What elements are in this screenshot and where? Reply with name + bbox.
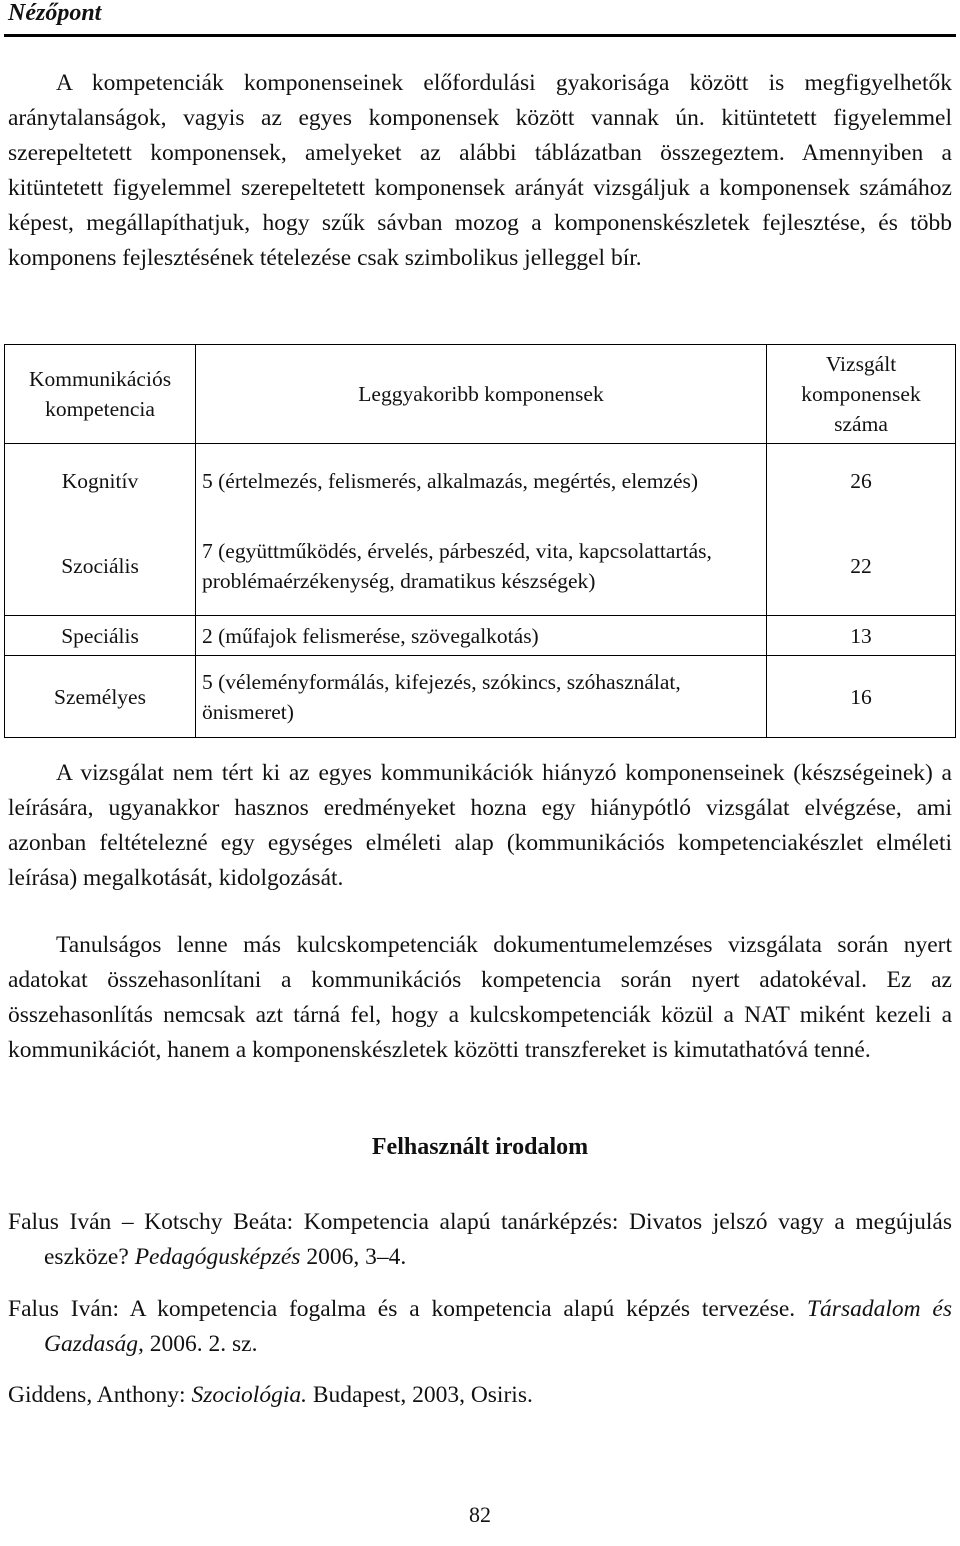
reference-journal: Pedagógusképzés xyxy=(134,1244,301,1270)
reference-text: Falus Iván – Kotschy Beáta: Kompetencia alapú tanárképzés: Divatos jelszó vagy a megújulás eszköze? xyxy=(8,1209,952,1270)
reference-tail: 2006, 3–4. xyxy=(300,1244,407,1270)
reference-journal: Társadalom és Gazdaság, xyxy=(44,1296,953,1357)
paragraph-intro: A kompetenciák komponenseinek előfordulási gyakorisága között is megfigyelhetők aránytalanságok, vagyis az egyes komponensek között vannak ún. kitüntetett figyelemmel szerepeltetett komponensek, amelyeket az alábbi táblázatban összegeztem. Amennyiben a kitüntetett figyelemmel szerepeltetett komponensek arányát vizsgáljuk a komponensek számához képest, megállapíthatjuk, hogy szűk sávban mozog a komponenskészletek fejlesztése, és több komponens fejlesztésének tételezése csak szimbolikus jelleggel bír. xyxy=(8,70,952,271)
row-type: Szociális xyxy=(5,518,196,616)
reference-item xyxy=(8,1378,952,1413)
row-type: Speciális xyxy=(5,616,196,656)
row-components: 2 (műfajok felismerése, szövegalkotás) xyxy=(196,616,767,656)
running-header-title: Nézőpont xyxy=(8,0,102,26)
reference-journal: Szociológia. xyxy=(191,1382,307,1408)
reference-item xyxy=(8,1292,952,1362)
row-components: 5 (véleményformálás, kifejezés, szókincs, szóhasználat, önismeret) xyxy=(196,656,767,738)
table-row xyxy=(5,656,956,738)
row-components: 5 (értelmezés, felismerés, alkalmazás, megértés, elemzés) xyxy=(196,444,767,518)
paragraph-limitations: A vizsgálat nem tért ki az egyes kommunikációk hiányzó komponenseinek (készségeinek) a leírására, ugyanakkor hasznos eredményeket hozna egy hiánypótló vizsgálat elvégzése, ami azonban feltételezné egy egységes elméleti alap (kommunikációs kompetenciakészlet elméleti leírása) megalkotását, kidolgozását. xyxy=(8,760,952,891)
table-row xyxy=(5,616,956,656)
header-components: Leggyakoribb komponensek xyxy=(196,345,767,444)
row-count: 26 xyxy=(767,444,956,518)
paragraph-outlook: Tanulságos lenne más kulcskompetenciák dokumentumelemzéses vizsgálata során nyert adatokat összehasonlítani a kommunikációs kompetencia során nyert adatokéval. Ez az összehasonlítás nemcsak azt tárná fel, hogy a kulcskompetenciák közül a NAT miként kezeli a kommunikációt, hanem a komponenskészletek közötti transzfereket is kimutathatóvá tenné. xyxy=(8,932,952,1063)
row-count: 22 xyxy=(767,518,956,616)
reference-tail: 2006. 2. sz. xyxy=(143,1331,258,1357)
reference-text: Giddens, Anthony: xyxy=(8,1382,192,1408)
row-count: 13 xyxy=(767,616,956,656)
references-title: Felhasznált irodalom xyxy=(371,1134,589,1160)
table-row xyxy=(5,518,956,616)
reference-tail: Budapest, 2003, Osiris. xyxy=(306,1382,533,1408)
table-row xyxy=(5,444,956,518)
table-header-row xyxy=(5,345,956,444)
reference-item xyxy=(8,1205,952,1275)
row-type: Kognitív xyxy=(5,444,196,518)
row-components: 7 (együttműködés, érvelés, párbeszéd, vita, kapcsolattartás, problémaérzékenység, dramatikus készségek) xyxy=(196,518,767,616)
header-count: Vizsgált komponensek száma xyxy=(767,345,956,444)
header-competence: Kommunikációs kompetencia xyxy=(5,345,196,444)
header-rule xyxy=(4,34,956,37)
row-type: Személyes xyxy=(5,656,196,738)
row-count: 16 xyxy=(767,656,956,738)
page-number: 82 xyxy=(469,1502,491,1527)
reference-text: Falus Iván: A kompetencia fogalma és a kompetencia alapú képzés tervezése. xyxy=(8,1296,807,1322)
competence-table xyxy=(4,344,956,738)
